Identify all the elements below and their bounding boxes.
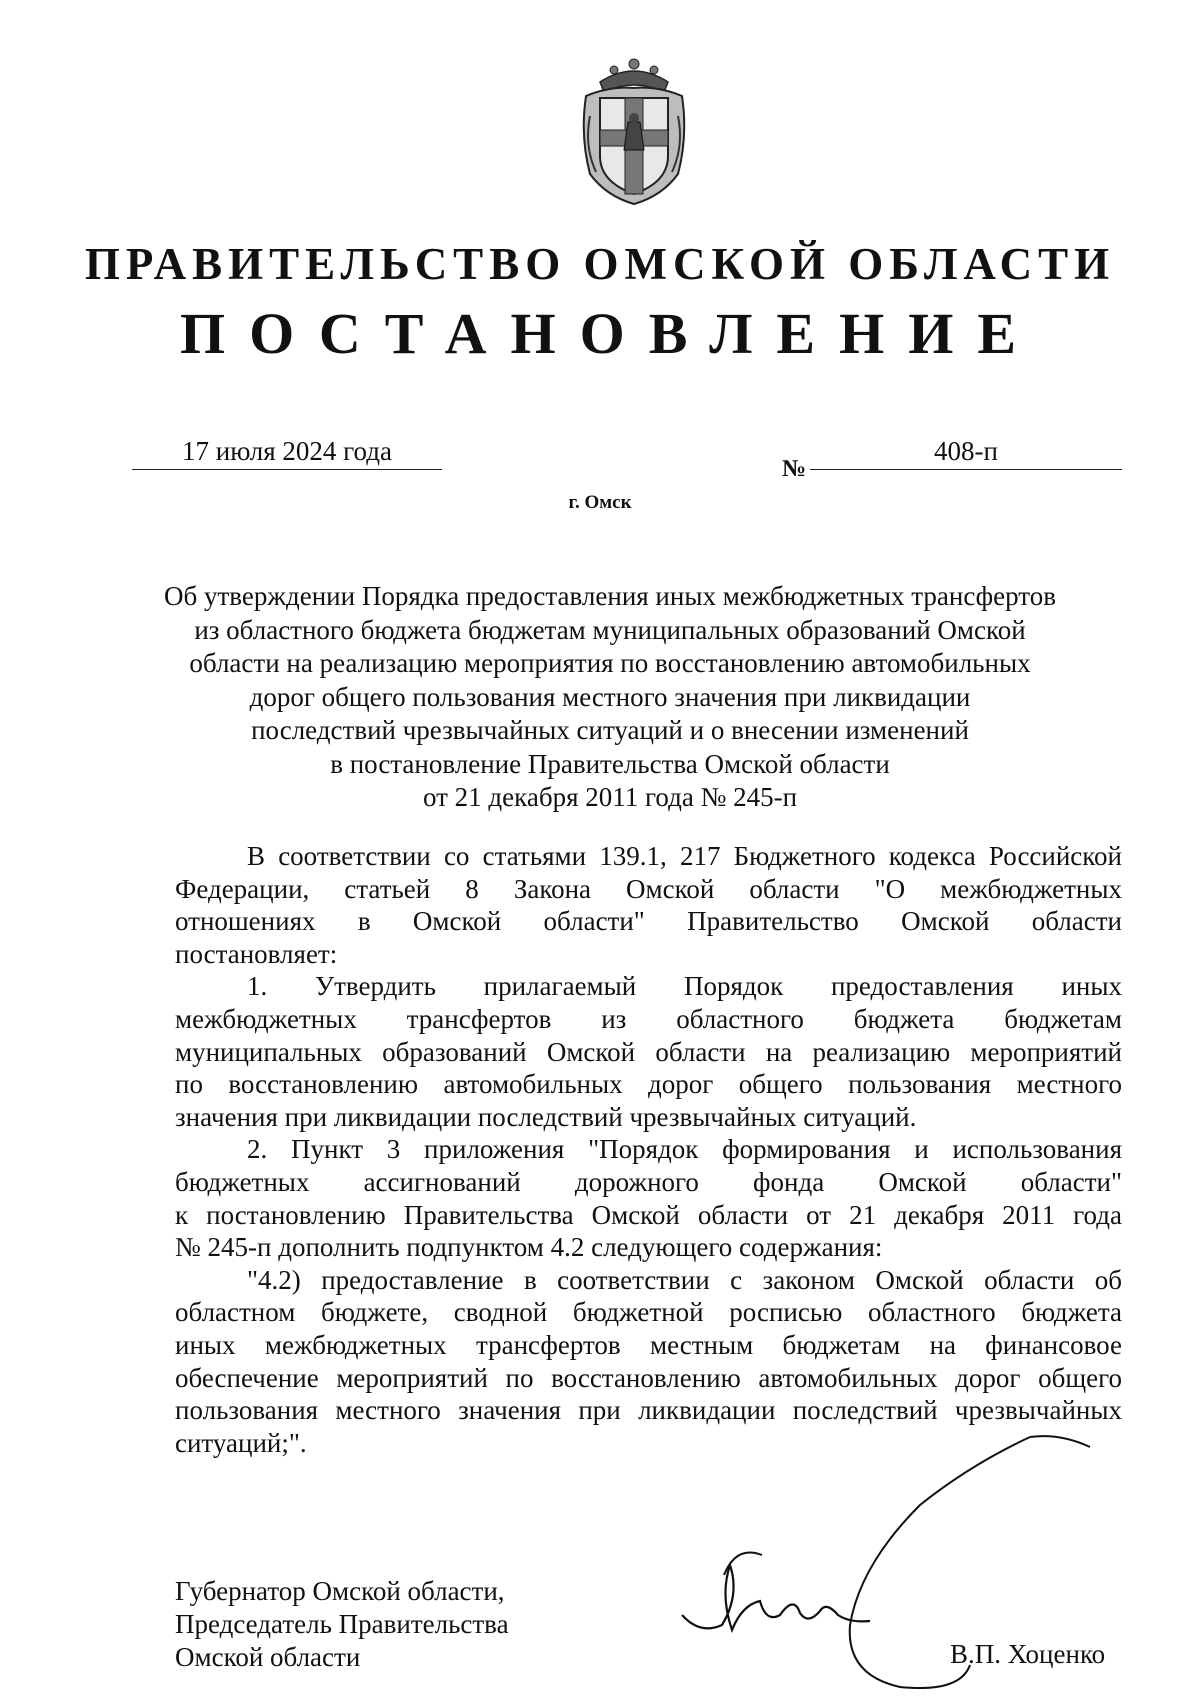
document-title <box>160 580 1060 815</box>
title-line: последствий чрезвычайных ситуаций и о внесении изменений <box>251 715 969 745</box>
body-line: В соответствии со статьями 139.1, 217 Бюджетного кодекса Российской <box>247 841 1122 871</box>
body-line: значения при ликвидации последствий чрезвычайных ситуаций. <box>175 1101 917 1132</box>
signatory-position-line: Председатель Правительства <box>175 1609 509 1639</box>
number-sign: № <box>782 456 807 482</box>
document-date: 17 июля 2024 года <box>132 436 442 470</box>
body-line: областном бюджете, сводной бюджетной росписью областного бюджета <box>175 1297 1122 1328</box>
body-line: к постановлению Правительства Омской области от 21 декабря 2011 года <box>175 1199 1122 1230</box>
body-line: ситуаций;". <box>175 1427 307 1458</box>
signatory-position-line: Омской области <box>175 1642 361 1672</box>
signatory-name: В.П. Хоценко <box>950 1639 1106 1669</box>
organization-name: ПРАВИТЕЛЬСТВО ОМСКОЙ ОБЛАСТИ <box>84 239 1116 289</box>
title-line: Об утверждении Порядка предоставления иных межбюджетных трансфертов <box>164 581 1056 611</box>
body-line: № 245-п дополнить подпунктом 4.2 следующего содержания: <box>175 1232 883 1263</box>
body-line: пользования местного значения при ликвидации последствий чрезвычайных <box>175 1395 1122 1426</box>
body-line: 1. Утвердить прилагаемый Порядок предоставления иных <box>247 971 1122 1002</box>
signatory-position <box>175 1575 509 1674</box>
body-line: иных межбюджетных трансфертов местным бюджетам на финансовое <box>175 1329 1122 1360</box>
document-body <box>175 840 1122 1459</box>
body-line: постановляет: <box>175 938 338 969</box>
body-line: 2. Пункт 3 приложения "Порядок формирования и использования <box>247 1134 1122 1165</box>
document-type: ПОСТАНОВЛЕНИЕ <box>179 301 1041 366</box>
title-line: дорог общего пользования местного значения при ликвидации <box>249 681 971 712</box>
title-line: из областного бюджета бюджетам муниципальных образований Омской <box>194 614 1026 645</box>
body-line: "4.2) предоставление в соответствии с законом Омской области об <box>247 1264 1122 1295</box>
body-line: отношениях в Омской области" Правительство Омской области <box>175 906 1122 937</box>
signatory-position-line: Губернатор Омской области, <box>175 1576 505 1606</box>
title-line: от 21 декабря 2011 года № 245-п <box>422 782 798 812</box>
body-line: бюджетных ассигнований дорожного фонда Омской области" <box>175 1166 1122 1197</box>
body-line: обеспечение мероприятий по восстановлению автомобильных дорог общего <box>175 1362 1122 1393</box>
document-city: г. Омск <box>568 492 632 513</box>
omsk-oblast-coat-of-arms-icon <box>566 56 702 206</box>
body-line: по восстановлению автомобильных дорог общего пользования местного <box>175 1069 1122 1100</box>
body-line: муниципальных образований Омской области на реализацию мероприятий <box>175 1036 1122 1067</box>
body-line: Федерации, статьей 8 Закона Омской области "О межбюджетных <box>175 873 1122 904</box>
title-line: области на реализацию мероприятия по восстановлению автомобильных <box>189 648 1031 678</box>
title-line: в постановление Правительства Омской области <box>330 748 890 779</box>
body-line: межбюджетных трансфертов из областного бюджета бюджетам <box>175 1003 1122 1034</box>
document-number: 408-п <box>810 436 1122 470</box>
